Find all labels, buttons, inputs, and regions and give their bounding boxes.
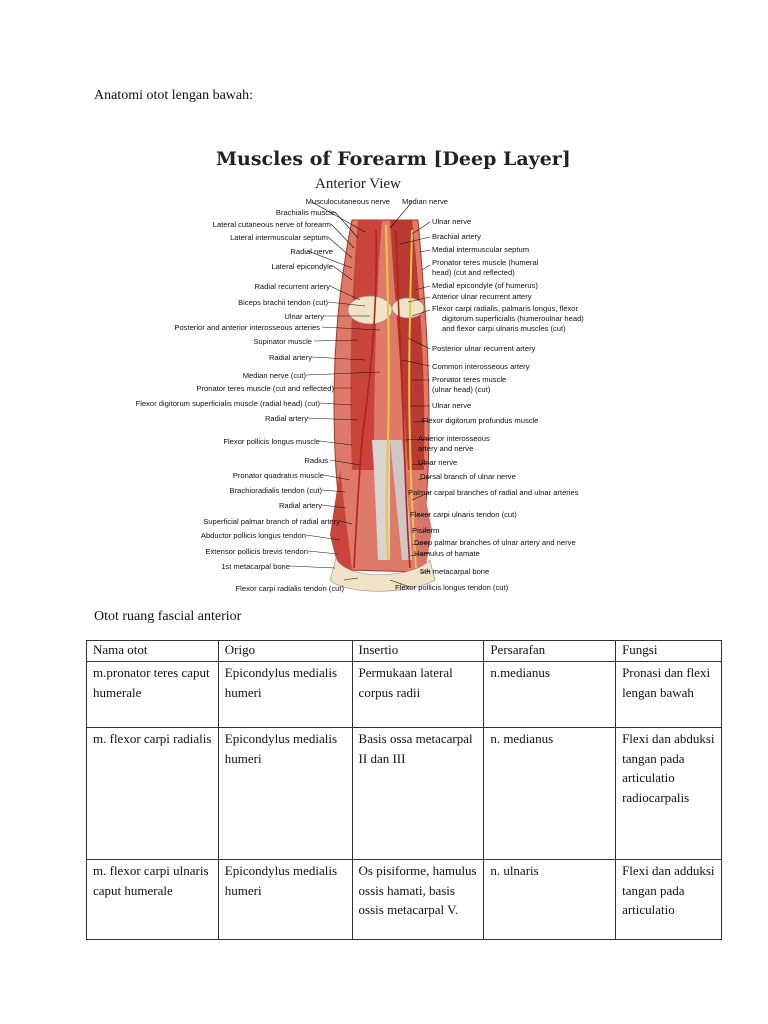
label-brachial-artery: Brachial artery xyxy=(432,232,481,241)
label-fds-radial-head: Flexor digitorum superficialis muscle (radial head) (cut) xyxy=(135,399,320,408)
page-heading: Anatomi otot lengan bawah: xyxy=(94,88,254,103)
label-radius: Radius xyxy=(304,456,328,465)
label-fdp: Flexor digitorum profundus muscle xyxy=(422,416,539,425)
label-radial-artery-2: Radial artery xyxy=(264,414,308,423)
muscle-table xyxy=(86,640,722,940)
label-pronator-teres-humeral: Pronator teres muscle (humeral xyxy=(432,258,539,267)
label-median-nerve-cut: Median nerve (cut) xyxy=(242,371,306,380)
label-flexor-group-3: and flexor carpi ulnaris muscles (cut) xyxy=(442,324,566,333)
anatomy-figure xyxy=(90,140,630,605)
label-flexor-pollicis-longus: Flexor pollicis longus muscle xyxy=(223,437,320,446)
label-medial-epicondyle: Medial epicondyle (of humerus) xyxy=(432,281,538,290)
table-row xyxy=(87,662,722,728)
cell-insertio: Basis ossa metacarpal II dan III xyxy=(352,728,484,860)
label-pronator-teres-humeral-2: head) (cut and reflected) xyxy=(432,268,515,277)
label-radial-artery-1: Radial artery xyxy=(268,353,312,362)
label-anterior-ulnar-recurrent: Anterior ulnar recurrent artery xyxy=(432,292,532,301)
cell-insertio: Os pisiforme, hamulus ossis hamati, basis ossis metacarpal V. xyxy=(352,860,484,940)
section-subheading: Otot ruang fascial anterior xyxy=(94,609,242,624)
col-header-insertio: Insertio xyxy=(352,641,484,662)
label-abductor-pollicis-longus: Abductor pollicis longus tendon xyxy=(200,531,306,540)
label-ulnar-nerve-1: Ulnar nerve xyxy=(432,217,472,226)
label-fcr-tendon-cut: Flexor carpi radialis tendon (cut) xyxy=(235,584,344,593)
label-flexor-group-2: digitorum superficialis (humeroulnar head) xyxy=(442,314,584,323)
label-anterior-interosseous-2: artery and nerve xyxy=(418,444,474,453)
cell-fungsi: Pronasi dan flexi lengan bawah xyxy=(616,662,722,728)
label-supinator: Supinator muscle xyxy=(253,337,312,346)
label-flexor-group-1: Flexor carpi radialis, palmaris longus, flexor xyxy=(432,304,579,313)
col-header-nama-otot: Nama otot xyxy=(87,641,219,662)
label-pronator-teres-ulnar-2: (ulnar head) (cut) xyxy=(432,385,491,394)
label-pronator-teres-ulnar: Pronator teres muscle xyxy=(432,375,507,384)
table-row xyxy=(87,728,722,860)
cell-insertio: Permukaan lateral corpus radii xyxy=(352,662,484,728)
col-header-persarafan: Persarafan xyxy=(484,641,616,662)
cell-nama-otot: m.pronator teres caput humerale xyxy=(87,662,219,728)
label-musculocutaneous-nerve: Musculocutaneous nerve xyxy=(305,197,390,206)
label-1st-metacarpal: 1st metacarpal bone xyxy=(221,562,290,571)
label-anterior-interosseous: Anterior interosseous xyxy=(418,434,490,443)
label-median-nerve: Median nerve xyxy=(402,197,449,206)
forearm-illustration xyxy=(90,140,630,605)
label-ulnar-artery: Ulnar artery xyxy=(284,312,324,321)
label-deep-palmar-branches: Deep palmar branches of ulnar artery and nerve xyxy=(414,538,576,547)
label-hamulus: Hamulus of hamate xyxy=(414,549,480,558)
table-row xyxy=(87,860,722,940)
cell-origo: Epicondylus medialis humeri xyxy=(218,860,352,940)
label-extensor-pollicis-brevis: Extensor pollicis brevis tendon xyxy=(205,547,308,556)
col-header-origo: Origo xyxy=(218,641,352,662)
label-pronator-quadratus: Pronator quadratus muscle xyxy=(232,471,324,480)
cell-persarafan: n. ulnaris xyxy=(484,860,616,940)
table-header-row xyxy=(87,641,722,662)
label-dorsal-branch-ulnar: Dorsal branch of ulnar nerve xyxy=(420,472,516,481)
label-brachialis: Brachialis muscle xyxy=(275,208,335,217)
cell-fungsi: Flexi dan adduksi tangan pada articulatio xyxy=(616,860,722,940)
cell-nama-otot: m. flexor carpi ulnaris caput humerale xyxy=(87,860,219,940)
cell-nama-otot: m. flexor carpi radialis xyxy=(87,728,219,860)
cell-persarafan: n. medianus xyxy=(484,728,616,860)
label-interosseous-arteries: Posterior and anterior interosseous arteries xyxy=(174,323,320,332)
label-ulnar-nerve-3: Ulnar nerve xyxy=(418,458,458,467)
label-radial-recurrent-artery: Radial recurrent artery xyxy=(254,282,330,291)
label-superficial-palmar-branch: Superficial palmar branch of radial artery xyxy=(203,517,340,526)
label-5th-metacarpal: 5th metacarpal bone xyxy=(420,567,490,576)
label-biceps-tendon: Biceps brachii tendon (cut) xyxy=(238,298,328,307)
label-brachioradialis-tendon: Brachioradialis tendon (cut) xyxy=(229,486,322,495)
col-header-fungsi: Fungsi xyxy=(616,641,722,662)
cell-persarafan: n.medianus xyxy=(484,662,616,728)
label-lateral-epicondyle: Lateral epicondyle xyxy=(271,262,333,271)
cell-origo: Epicondylus medialis humeri xyxy=(218,728,352,860)
label-ulnar-nerve-2: Ulnar nerve xyxy=(432,401,472,410)
label-palmar-carpal-branches: Palmar carpal branches of radial and ulnar arteries xyxy=(408,488,579,497)
label-lateral-cutaneous-nerve: Lateral cutaneous nerve of forearm xyxy=(212,220,331,229)
figure-subtitle: Anterior View xyxy=(315,176,401,192)
label-lateral-intermuscular-septum: Lateral intermuscular septum xyxy=(230,233,328,242)
label-radial-artery-3: Radial artery xyxy=(278,501,322,510)
cell-origo: Epicondylus medialis humeri xyxy=(218,662,352,728)
figure-title: Muscles of Forearm [Deep Layer] xyxy=(216,148,571,170)
label-medial-intermuscular-septum: Medial intermuscular septum xyxy=(432,245,530,254)
cell-fungsi: Flexi dan abduksi tangan pada articulatio radiocarpalis xyxy=(616,728,722,860)
label-posterior-ulnar-recurrent: Posterior ulnar recurrent artery xyxy=(432,344,536,353)
label-radial-nerve: Radial nerve xyxy=(290,247,333,256)
label-fcu-tendon: Flexor carpi ulnaris tendon (cut) xyxy=(410,510,517,519)
label-pronator-teres-cut: Pronator teres muscle (cut and reflected) xyxy=(196,384,334,393)
label-common-interosseous: Common interosseous artery xyxy=(432,362,530,371)
label-pisiform: Pisiform xyxy=(412,526,440,535)
label-fpl-tendon-cut: Flexor pollicis longus tendon (cut) xyxy=(395,583,509,592)
